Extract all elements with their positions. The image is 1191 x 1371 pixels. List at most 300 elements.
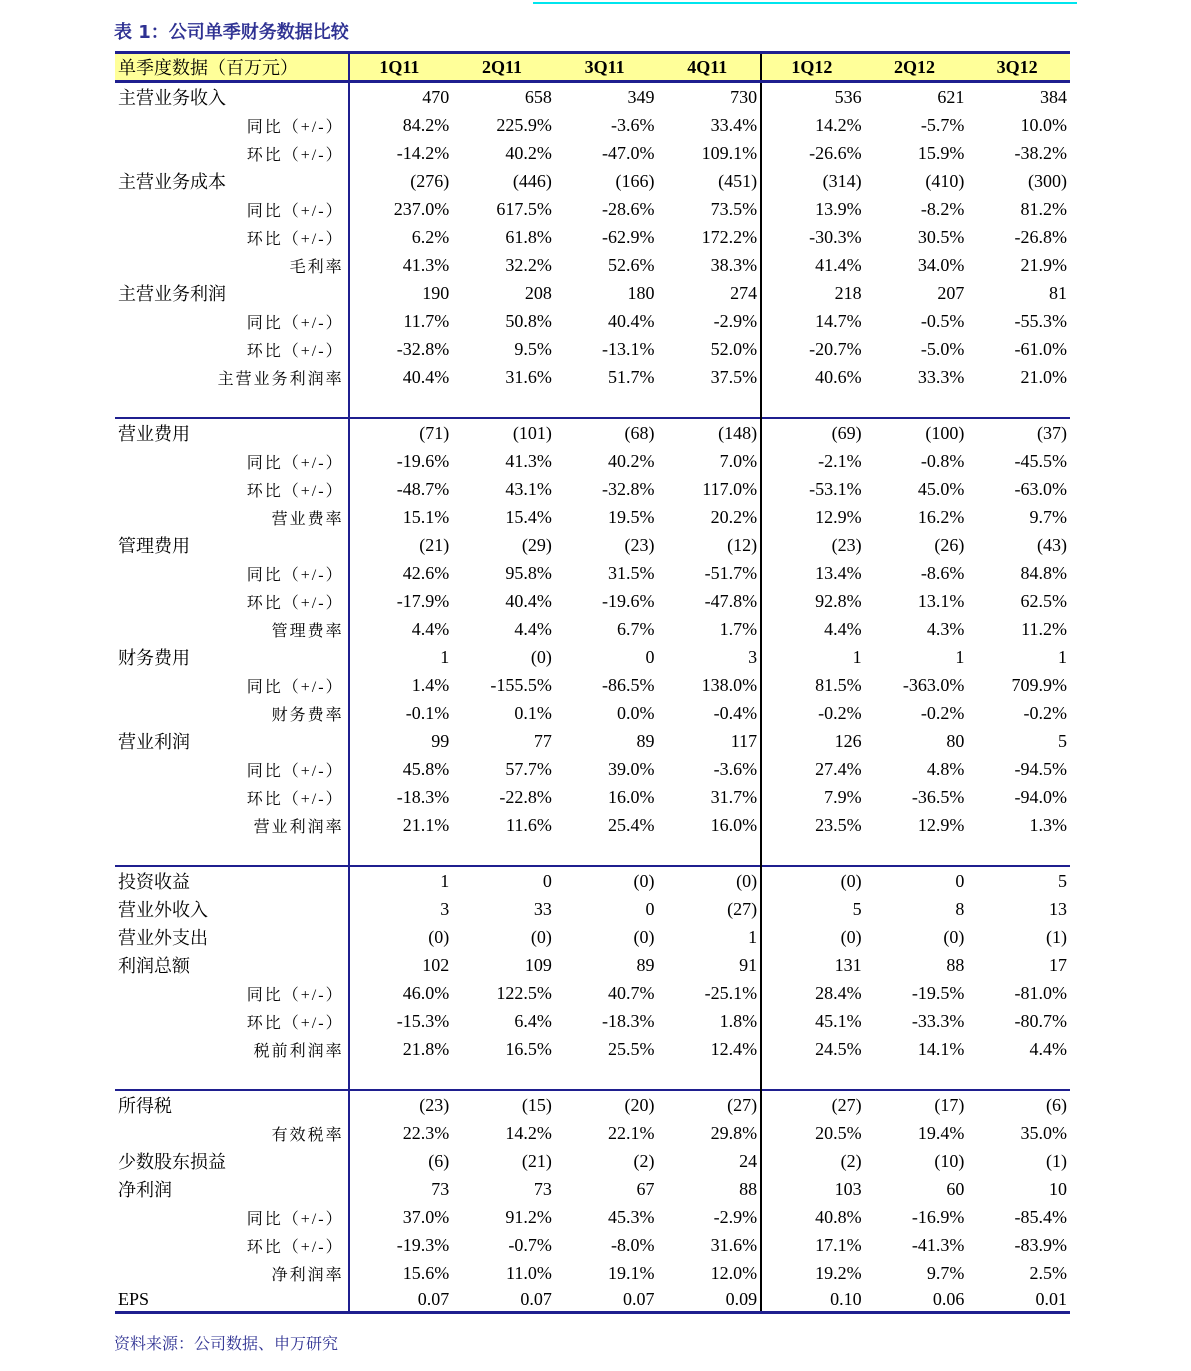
cell-value: -45.5%	[1014, 450, 1067, 471]
cell-value: 730	[657, 82, 761, 112]
cell-value: 1	[440, 646, 450, 667]
cell-value: 109.1%	[657, 139, 761, 167]
table-row	[115, 111, 1070, 139]
cell-value: 1.7%	[657, 615, 761, 643]
cell-value: -2.9%	[657, 1203, 761, 1231]
table-row	[115, 447, 1070, 475]
cell-value: 16.5%	[505, 1038, 552, 1059]
row-label: 同比（+/-）	[115, 671, 349, 699]
table-row	[115, 195, 1070, 223]
cell-value: -19.5%	[911, 982, 965, 1003]
cell-value: 92.8%	[815, 590, 862, 611]
cell-value: 19.4%	[917, 1122, 965, 1143]
cell-value: 17.1%	[815, 1234, 862, 1255]
cell-value: 27.4%	[815, 758, 862, 779]
cell-value: 29.8%	[657, 1119, 761, 1147]
cell-value: 14.7%	[815, 310, 862, 331]
cell-value: 225.9%	[496, 114, 552, 135]
cell-value: (69)	[761, 418, 865, 447]
cell-value: -26.6%	[809, 142, 862, 163]
cell-value: 20.5%	[815, 1122, 862, 1143]
cell-value: -0.7%	[508, 1234, 552, 1255]
cell-value: 25.5%	[607, 1038, 655, 1059]
row-label: 同比（+/-）	[115, 307, 349, 335]
cell-value: -18.3%	[396, 786, 450, 807]
cell-value: 6.2%	[411, 226, 450, 247]
cell-value: 6.7%	[616, 618, 655, 639]
cell-value: 21.1%	[402, 814, 450, 835]
cell-value: 23.5%	[815, 814, 862, 835]
cell-value: 45.1%	[815, 1010, 862, 1031]
cell-value: (43)	[1037, 534, 1067, 555]
table-row	[115, 1119, 1070, 1147]
cell-value: 40.7%	[607, 982, 655, 1003]
cell-value: 14.1%	[917, 1038, 965, 1059]
quarter-header: 4Q11	[657, 53, 761, 82]
quarter-header: 3Q12	[967, 53, 1070, 82]
cell-value: (0)	[530, 926, 552, 947]
cell-value: (23)	[624, 534, 655, 555]
cell-value: -36.5%	[911, 786, 965, 807]
cell-value: 7.0%	[657, 447, 761, 475]
cell-value: -47.8%	[657, 587, 761, 615]
cell-value: 31.7%	[657, 783, 761, 811]
row-label: 同比（+/-）	[115, 195, 349, 223]
cell-value: (446)	[512, 170, 552, 191]
row-label: 营业外支出	[115, 923, 349, 951]
cell-value: 9.5%	[514, 338, 552, 359]
cell-value: 25.4%	[607, 814, 655, 835]
cell-value: 2.5%	[1029, 1262, 1067, 1283]
cell-value: 89	[636, 730, 655, 751]
cell-value: -20.7%	[809, 338, 862, 359]
cell-value: -26.8%	[1014, 226, 1067, 247]
cell-value: 67	[636, 1178, 655, 1199]
cell-value: -17.9%	[396, 590, 450, 611]
table-row	[115, 1231, 1070, 1259]
cell-value: -55.3%	[1014, 310, 1067, 331]
row-label: 环比（+/-）	[115, 139, 349, 167]
row-label: 净利润率	[115, 1259, 349, 1287]
cell-value: (17)	[865, 1090, 968, 1119]
cell-value: 109	[524, 954, 552, 975]
row-label: 同比（+/-）	[115, 559, 349, 587]
table-row	[115, 699, 1070, 727]
cell-value: 4.4%	[1029, 1038, 1067, 1059]
cell-value: 52.6%	[607, 254, 655, 275]
cell-value: 0.07	[452, 1287, 555, 1313]
cell-value: (0)	[840, 926, 862, 947]
table-row	[115, 1203, 1070, 1231]
cell-value: (0)	[943, 926, 965, 947]
cell-value: 11.7%	[403, 310, 450, 331]
cell-value: 0.09	[657, 1287, 761, 1313]
cell-value: -14.2%	[396, 142, 450, 163]
table-row	[115, 251, 1070, 279]
cell-value: -8.6%	[920, 562, 965, 583]
table-row	[115, 755, 1070, 783]
quarter-header: 3Q11	[555, 53, 658, 82]
table-row	[115, 895, 1070, 923]
cell-value: -62.9%	[601, 226, 655, 247]
spacer-row	[115, 839, 1070, 866]
table-row	[115, 979, 1070, 1007]
cell-value: -5.7%	[920, 114, 965, 135]
spacer-row	[115, 1063, 1070, 1090]
cell-value: 0.1%	[514, 702, 552, 723]
cell-value: 45.3%	[607, 1206, 655, 1227]
cell-value: 15.6%	[402, 1262, 450, 1283]
cell-value: 33.3%	[917, 366, 965, 387]
cell-value: 0	[865, 866, 968, 895]
cell-value: -61.0%	[1014, 338, 1067, 359]
cell-value: (27)	[657, 1090, 761, 1119]
cell-value: -0.4%	[657, 699, 761, 727]
row-label: 所得税	[115, 1090, 349, 1119]
cell-value: -81.0%	[1014, 982, 1067, 1003]
cell-value: 9.7%	[1029, 506, 1067, 527]
cell-value: 16.2%	[917, 506, 965, 527]
cell-value: 709.9%	[1011, 674, 1067, 695]
cell-value: -155.5%	[490, 674, 552, 695]
cell-value: 45.8%	[402, 758, 450, 779]
row-label: 主营业务利润率	[115, 363, 349, 391]
cell-value: (27)	[657, 895, 761, 923]
cell-value: (0)	[530, 646, 552, 667]
cell-value: -83.9%	[1014, 1234, 1067, 1255]
table-row	[115, 587, 1070, 615]
cell-value: 0.01	[967, 1287, 1070, 1313]
cell-value: 19.1%	[607, 1262, 655, 1283]
cell-value: (101)	[452, 418, 555, 447]
cell-value: 37.0%	[402, 1206, 450, 1227]
cell-value: 52.0%	[657, 335, 761, 363]
cell-value: (71)	[349, 418, 453, 447]
cell-value: 38.3%	[657, 251, 761, 279]
cell-value: 117.0%	[657, 475, 761, 503]
cell-value: 20.2%	[657, 503, 761, 531]
cell-value: 40.2%	[505, 142, 552, 163]
quarter-header: 1Q12	[761, 53, 865, 82]
cell-value: 73	[533, 1178, 552, 1199]
table-row	[115, 783, 1070, 811]
cell-value: (0)	[428, 926, 450, 947]
table-row	[115, 951, 1070, 979]
cell-value: (410)	[925, 170, 965, 191]
cell-value: -19.3%	[396, 1234, 450, 1255]
table-row	[115, 811, 1070, 839]
row-label: 环比（+/-）	[115, 1231, 349, 1259]
table-row	[115, 1035, 1070, 1063]
cell-value: 32.2%	[505, 254, 552, 275]
cell-value: 0.0%	[616, 702, 655, 723]
cell-value: 102	[422, 954, 450, 975]
cell-value: 9.7%	[926, 1262, 965, 1283]
cell-value: -0.2%	[818, 702, 862, 723]
row-label: 营业利润率	[115, 811, 349, 839]
top-divider	[533, 2, 1077, 4]
cell-value: 42.6%	[402, 562, 450, 583]
cell-value: 39.0%	[607, 758, 655, 779]
cell-value: 1	[955, 646, 965, 667]
cell-value: (451)	[657, 167, 761, 195]
cell-value: 41.4%	[815, 254, 862, 275]
cell-value: (1)	[1046, 926, 1067, 947]
cell-value: 33.4%	[657, 111, 761, 139]
cell-value: -80.7%	[1014, 1010, 1067, 1031]
table-row	[115, 475, 1070, 503]
cell-value: 81	[1049, 282, 1067, 303]
cell-value: -47.0%	[601, 142, 655, 163]
cell-value: 1.8%	[657, 1007, 761, 1035]
cell-value: (2)	[633, 1150, 655, 1171]
cell-value: 61.8%	[505, 226, 552, 247]
cell-value: (10)	[934, 1150, 965, 1171]
cell-value: 7.9%	[824, 786, 862, 807]
row-label: 财务费用	[115, 643, 349, 671]
cell-value: 0.10	[761, 1287, 865, 1313]
cell-value: -86.5%	[601, 674, 655, 695]
cell-value: 1	[349, 866, 453, 895]
cell-value: -2.9%	[657, 307, 761, 335]
cell-value: (26)	[934, 534, 965, 555]
cell-value: 24.5%	[815, 1038, 862, 1059]
cell-value: 349	[627, 86, 655, 107]
cell-value: 31.5%	[607, 562, 655, 583]
row-label: 营业利润	[115, 727, 349, 755]
row-label: 环比（+/-）	[115, 475, 349, 503]
table-row	[115, 1147, 1070, 1175]
cell-value: -8.2%	[920, 198, 965, 219]
cell-value: -3.6%	[657, 755, 761, 783]
cell-value: -25.1%	[657, 979, 761, 1007]
cell-value: 12.0%	[657, 1259, 761, 1287]
row-label: 有效税率	[115, 1119, 349, 1147]
cell-value: 117	[657, 727, 761, 755]
cell-value: 0	[645, 646, 655, 667]
cell-value: 34.0%	[917, 254, 965, 275]
cell-value: 46.0%	[402, 982, 450, 1003]
cell-value: 617.5%	[496, 198, 552, 219]
cell-value: -0.8%	[920, 450, 965, 471]
cell-value: (0)	[761, 866, 865, 895]
cell-value: 81.5%	[815, 674, 862, 695]
cell-value: 16.0%	[607, 786, 655, 807]
cell-value: 1	[657, 923, 761, 951]
cell-value: 8	[955, 898, 965, 919]
cell-value: -38.2%	[1014, 142, 1067, 163]
cell-value: -33.3%	[911, 1010, 965, 1031]
cell-value: -94.0%	[1014, 786, 1067, 807]
table-row	[115, 418, 1070, 447]
cell-value: 658	[524, 86, 552, 107]
cell-value: 138.0%	[657, 671, 761, 699]
cell-value: 95.8%	[505, 562, 552, 583]
row-label: 环比（+/-）	[115, 587, 349, 615]
cell-value: 4.3%	[926, 618, 965, 639]
table-row	[115, 335, 1070, 363]
cell-value: 536	[834, 86, 862, 107]
table-row	[115, 671, 1070, 699]
row-label: 同比（+/-）	[115, 1203, 349, 1231]
header-row	[115, 53, 1070, 82]
cell-value: 0	[645, 898, 655, 919]
row-label: 营业费率	[115, 503, 349, 531]
cell-value: 40.4%	[402, 366, 450, 387]
cell-value: 3	[440, 898, 450, 919]
quarterly-financials-table	[115, 51, 1070, 1314]
cell-value: 21.8%	[402, 1038, 450, 1059]
cell-value: 1	[1058, 646, 1067, 667]
table-row	[115, 279, 1070, 307]
cell-value: -63.0%	[1014, 478, 1067, 499]
cell-value: (6)	[967, 1090, 1070, 1119]
cell-value: 14.2%	[505, 1122, 552, 1143]
cell-value: 77	[533, 730, 552, 751]
cell-value: 43.1%	[505, 478, 552, 499]
cell-value: 80	[946, 730, 965, 751]
row-label: EPS	[115, 1287, 349, 1313]
cell-value: 11.6%	[506, 814, 552, 835]
cell-value: 73	[431, 1178, 450, 1199]
cell-value: 41.3%	[505, 450, 552, 471]
row-label: 环比（+/-）	[115, 223, 349, 251]
row-label: 利润总额	[115, 951, 349, 979]
cell-value: 19.5%	[607, 506, 655, 527]
table-row	[115, 82, 1070, 112]
cell-value: (300)	[1028, 170, 1067, 191]
cell-value: 89	[636, 954, 655, 975]
row-label: 环比（+/-）	[115, 783, 349, 811]
cell-value: 33	[533, 898, 552, 919]
cell-value: 57.7%	[505, 758, 552, 779]
table-row	[115, 615, 1070, 643]
cell-value: -28.6%	[601, 198, 655, 219]
cell-value: -3.6%	[610, 114, 655, 135]
cell-value: 1	[852, 646, 862, 667]
cell-value: -363.0%	[902, 674, 965, 695]
cell-value: 10.0%	[1020, 114, 1067, 135]
table-row	[115, 167, 1070, 195]
cell-value: 180	[627, 282, 655, 303]
cell-value: 11.0%	[506, 1262, 552, 1283]
cell-value: (100)	[865, 418, 968, 447]
cell-value: 31.6%	[657, 1231, 761, 1259]
cell-value: (0)	[555, 866, 658, 895]
cell-value: 15.9%	[917, 142, 965, 163]
cell-value: (12)	[657, 531, 761, 559]
cell-value: 12.9%	[815, 506, 862, 527]
cell-value: -0.1%	[405, 702, 450, 723]
cell-value: (148)	[657, 418, 761, 447]
cell-value: 126	[834, 730, 862, 751]
row-label: 管理费率	[115, 615, 349, 643]
table-row	[115, 363, 1070, 391]
table-row	[115, 923, 1070, 951]
cell-value: 0	[452, 866, 555, 895]
cell-value: 207	[937, 282, 965, 303]
cell-value: -5.0%	[920, 338, 965, 359]
cell-value: 12.4%	[657, 1035, 761, 1063]
quarter-header: 1Q11	[349, 53, 453, 82]
cell-value: 81.2%	[1020, 198, 1067, 219]
row-label: 投资收益	[115, 866, 349, 895]
cell-value: 22.1%	[607, 1122, 655, 1143]
cell-value: 50.8%	[505, 310, 552, 331]
cell-value: 122.5%	[496, 982, 552, 1003]
cell-value: 37.5%	[657, 363, 761, 391]
row-label: 管理费用	[115, 531, 349, 559]
row-label: 同比（+/-）	[115, 447, 349, 475]
cell-value: 4.4%	[824, 618, 862, 639]
cell-value: (276)	[410, 170, 450, 191]
table-row	[115, 1007, 1070, 1035]
cell-value: 21.0%	[1020, 366, 1067, 387]
cell-value: 0.07	[555, 1287, 658, 1313]
cell-value: 3	[657, 643, 761, 671]
cell-value: (1)	[1046, 1150, 1067, 1171]
cell-value: 35.0%	[1020, 1122, 1067, 1143]
cell-value: 17	[1049, 954, 1067, 975]
row-label: 同比（+/-）	[115, 755, 349, 783]
cell-value: 621	[937, 86, 965, 107]
row-label: 营业外收入	[115, 895, 349, 923]
cell-value: (15)	[452, 1090, 555, 1119]
cell-value: -85.4%	[1014, 1206, 1067, 1227]
cell-value: -0.2%	[920, 702, 965, 723]
cell-value: 28.4%	[815, 982, 862, 1003]
cell-value: (27)	[761, 1090, 865, 1119]
cell-value: (0)	[657, 866, 761, 895]
table-title: 表 1：公司单季财务数据比较	[114, 22, 349, 43]
cell-value: (6)	[428, 1150, 450, 1171]
cell-value: -94.5%	[1014, 758, 1067, 779]
row-label: 财务费率	[115, 699, 349, 727]
cell-value: 41.3%	[402, 254, 450, 275]
cell-value: 73.5%	[657, 195, 761, 223]
cell-value: 131	[834, 954, 862, 975]
spacer-row	[115, 391, 1070, 418]
row-label: 营业费用	[115, 418, 349, 447]
row-label: 少数股东损益	[115, 1147, 349, 1175]
cell-value: (21)	[521, 1150, 552, 1171]
row-label: 主营业务利润	[115, 279, 349, 307]
row-label: 同比（+/-）	[115, 979, 349, 1007]
cell-value: 22.3%	[402, 1122, 450, 1143]
cell-value: -32.8%	[396, 338, 450, 359]
header-label: 单季度数据（百万元）	[115, 53, 349, 82]
cell-value: 19.2%	[815, 1262, 862, 1283]
cell-value: 470	[422, 86, 450, 107]
table-row	[115, 1175, 1070, 1203]
cell-value: 31.6%	[505, 366, 552, 387]
cell-value: 218	[834, 282, 862, 303]
cell-value: 84.2%	[402, 114, 450, 135]
cell-value: 21.9%	[1020, 254, 1067, 275]
row-label: 净利润	[115, 1175, 349, 1203]
cell-value: (21)	[419, 534, 450, 555]
cell-value: 24	[657, 1147, 761, 1175]
cell-value: 40.4%	[505, 590, 552, 611]
cell-value: 13.9%	[815, 198, 862, 219]
cell-value: 13.1%	[917, 590, 965, 611]
cell-value: -51.7%	[657, 559, 761, 587]
table-row	[115, 1287, 1070, 1313]
cell-value: 88	[946, 954, 965, 975]
table-row	[115, 866, 1070, 895]
cell-value: 84.8%	[1020, 562, 1067, 583]
table-row	[115, 531, 1070, 559]
